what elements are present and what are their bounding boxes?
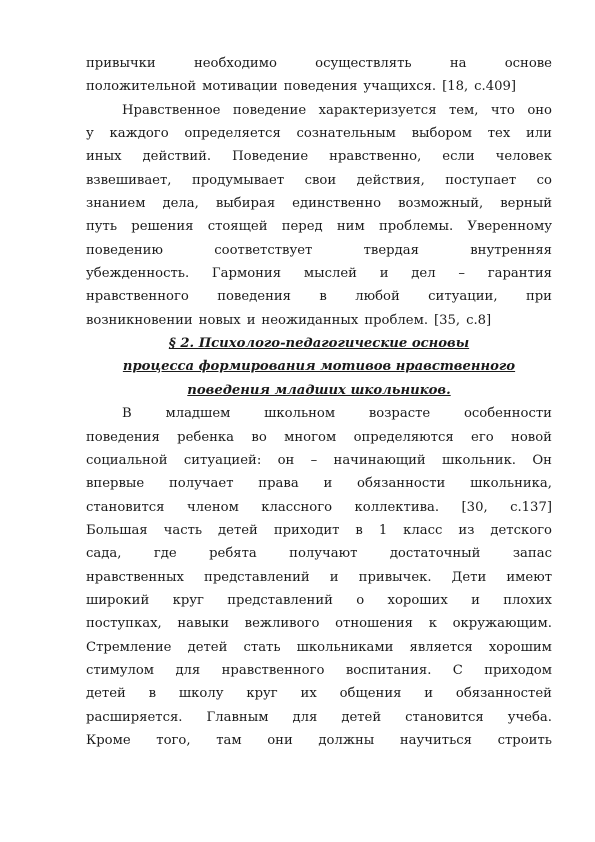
word: и [323,476,333,492]
word: Главным [206,709,269,725]
word: – [310,452,318,468]
word: социальной [86,452,168,468]
word: тех [487,126,511,142]
word: осуществлять [315,56,412,71]
word: приходом [484,662,552,678]
word: нравственного [221,662,325,678]
word: характеризуется [318,102,437,118]
word: имеют [506,569,552,585]
word: с.137] [510,499,552,515]
word: Дети [451,569,487,585]
word: школьника, [470,476,552,492]
word: детей [187,639,228,655]
word: новой [511,429,552,445]
word: оно [527,102,552,118]
word: ситуацией: [183,452,262,468]
text-line [86,239,552,262]
word: школьном [264,406,336,422]
word: ним [336,219,365,235]
word: становится [405,709,484,725]
word: из [458,522,475,538]
word: сознательным [296,126,396,142]
word: Кроме [86,732,131,748]
word: того, [156,732,191,748]
word: [18, [442,79,469,95]
word: обязанностей [455,686,552,702]
word: нравственно, [329,149,422,165]
text-line [86,192,552,215]
word: что [490,102,515,118]
word: учеба. [507,709,552,725]
word: хороших [387,592,448,608]
word: при [525,289,552,305]
heading-line: поведения младших школьников. [187,382,451,398]
text-line [86,659,552,682]
word: и [329,569,339,585]
word: верный [500,196,552,212]
word: приходит [273,522,340,538]
word: часть [163,522,203,538]
text-line [86,262,552,285]
word: мыслей [303,266,357,282]
text-line [86,566,552,589]
word: является [409,639,473,655]
word: многом [284,429,337,445]
word: к [428,616,437,632]
word: В [122,406,132,422]
text-line [86,285,552,308]
word: у [86,126,94,142]
word: для [292,709,318,725]
word: детей [341,709,382,725]
word: во [251,429,267,445]
word: становится [86,499,165,515]
word: должны [318,732,375,748]
word: стимулом [86,662,155,678]
text-line [86,706,552,729]
text-line [86,145,552,168]
heading-line: процесса формирования мотивов нравственного [122,359,516,375]
word: ситуации, [428,289,498,305]
word: привычки [86,56,156,71]
word: для [175,662,201,678]
word: получает [168,476,234,492]
word: нравственного [86,289,189,305]
word: Стремление [86,639,172,655]
word: классного [261,499,333,515]
word: детей [86,686,126,702]
word: человек [495,149,552,165]
text-line [86,496,552,519]
word: поведение [232,102,307,118]
word: гарантия [487,266,552,282]
word: привычек. [358,569,432,585]
text-line [86,99,552,122]
word: учащихся. [363,79,437,95]
word: проблем. [364,312,429,328]
text-line [86,612,552,635]
word: продумывает [191,172,285,188]
word: стать [243,639,281,655]
word: твердая [363,242,419,258]
word: возникновении [86,312,193,328]
word: внутренняя [470,242,552,258]
word: круг [246,686,278,702]
word: или [526,126,552,142]
word: его [471,429,494,445]
word: детского [490,522,552,538]
word: поступает [445,172,517,188]
paragraph-1 [86,52,552,99]
word: новых [198,312,241,328]
word: Поведение [232,149,309,165]
word: права [258,476,299,492]
word: членом [186,499,239,515]
word: нравственных [86,569,184,585]
text-line [86,729,552,752]
word: и [246,312,256,328]
text-line [86,52,552,75]
word: Большая [86,522,148,538]
word: дел [411,266,436,282]
word: коллектива. [354,499,440,515]
word: перед [281,219,323,235]
word: поведению [86,242,163,258]
word: навыки [177,616,229,632]
word: возрасте [368,406,431,422]
word: где [153,546,177,562]
word: 1 [378,522,388,538]
word: ребята [209,546,257,562]
word: ребенка [177,429,235,445]
word: поступках, [86,616,162,632]
word: любой [355,289,400,305]
word: научиться [399,732,472,748]
word: основе [504,56,552,71]
word: [30, [461,499,488,515]
word: знанием [86,196,146,212]
word: мотивации [202,79,278,95]
text-line [86,449,552,472]
word: школу [178,686,224,702]
word: выбирая [215,196,276,212]
text-line [86,215,552,238]
word: строить [497,732,552,748]
text-line [86,682,552,705]
text-line [86,402,552,425]
word: класс [403,522,443,538]
word: [35, [434,312,461,328]
word: и [424,686,434,702]
word: возможный, [398,196,484,212]
word: и [379,266,389,282]
word: положительной [86,79,197,95]
word: действий. [142,149,212,165]
word: с.409] [474,79,517,95]
word: круг [172,592,204,608]
word: воспитания. [345,662,432,678]
word: он [277,452,295,468]
word: путь [86,219,118,235]
word: общения [339,686,402,702]
word: неожиданных [261,312,359,328]
word: расширяется. [86,709,183,725]
word: определяются [353,429,454,445]
word: в [319,289,327,305]
word: школьниками [296,639,394,655]
word: отношения [335,616,414,632]
word: их [300,686,317,702]
word: со [536,172,552,188]
word: достаточный [389,546,481,562]
word: обязанности [357,476,446,492]
word: в [355,522,363,538]
text-line [86,75,552,98]
word: хорошим [488,639,552,655]
word: иных [86,149,122,165]
word: представлений [227,592,333,608]
word: поведения [283,79,358,95]
word: они [267,732,293,748]
word: соответствует [214,242,313,258]
document-page [86,52,552,752]
word: Гармония [211,266,282,282]
word: получают [289,546,358,562]
word: стоящей [207,219,268,235]
word: младшем [165,406,231,422]
word: широкий [86,592,150,608]
word: действия, [356,172,425,188]
text-line [86,426,552,449]
word: Нравственное [122,102,221,118]
word: убежденность. [86,266,190,282]
word: дела, [162,196,199,212]
word: о [356,592,365,608]
word: особенности [463,406,552,422]
word: поведения [86,429,160,445]
word: если [442,149,475,165]
word: впервые [86,476,145,492]
text-line [86,636,552,659]
paragraph-3 [86,402,552,752]
word: плохих [503,592,552,608]
word: сада, [86,546,122,562]
word: каждого [109,126,169,142]
word: с.8] [466,312,492,328]
word: определяется [184,126,281,142]
text-line [86,169,552,192]
word: свои [304,172,337,188]
word: выбором [411,126,473,142]
word: Он [532,452,552,468]
heading-line: § 2. Психолого-педагогические основы [168,336,470,352]
word: на [449,56,467,71]
text-line [86,309,552,332]
word: необходимо [193,56,277,71]
word: взвешивает, [86,172,172,188]
word: запас [512,546,552,562]
text-line [86,589,552,612]
word: вежливого [244,616,320,632]
section-heading [86,332,552,402]
word: в [148,686,157,702]
text-line [86,542,552,565]
word: детей [218,522,258,538]
word: школьник. [441,452,516,468]
text-line [86,472,552,495]
word: решения [131,219,194,235]
word: тем, [448,102,479,118]
word: проблемы. [378,219,454,235]
word: представлений [204,569,310,585]
word: поведения [217,289,291,305]
word: и [471,592,480,608]
word: окружающим. [452,616,552,632]
word: Уверенному [467,219,552,235]
word: С [452,662,463,678]
word: единственно [292,196,382,212]
word: начинающий [333,452,426,468]
word: там [216,732,242,748]
word: – [458,266,465,282]
text-line [86,122,552,145]
text-line [86,519,552,542]
paragraph-2 [86,99,552,332]
